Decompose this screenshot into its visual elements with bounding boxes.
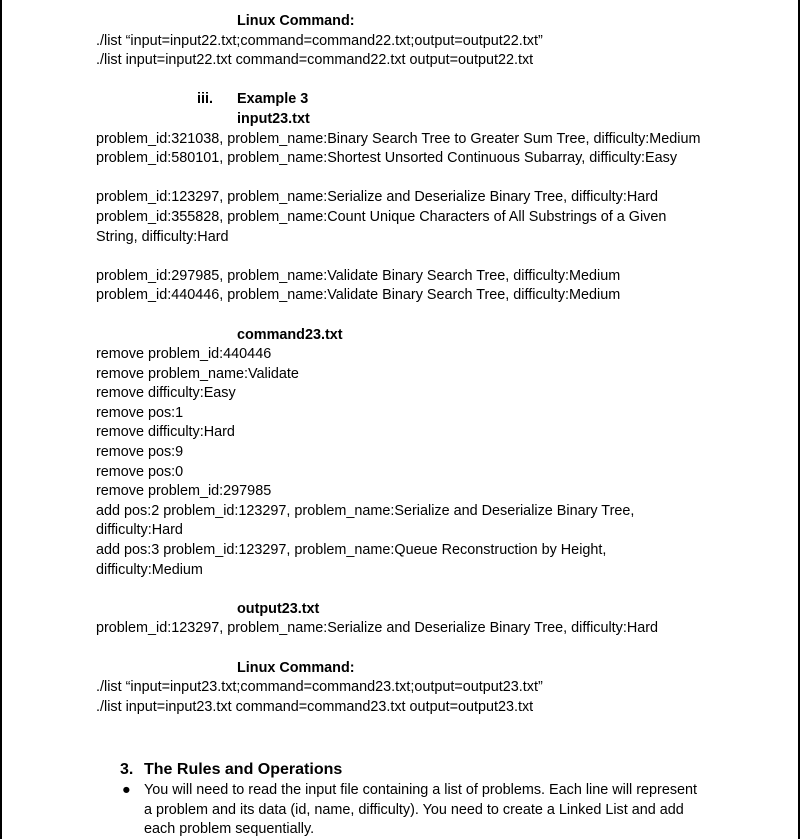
example-heading [96,90,736,110]
output-file-heading: output23.txt [237,600,320,617]
input-file-heading: input23.txt [237,110,310,127]
example-title: Example 3 [237,91,309,108]
linux-command-line: ./list input=input22.txt command=command22.txt output=output22.txt [96,52,534,69]
command-line: add pos:2 problem_id:123297, problem_name:Serialize and Deserialize Binary Tree, [96,502,635,519]
command-line: remove problem_name:Validate [96,365,299,382]
document-body [96,12,736,747]
input-line: problem_id:321038, problem_name:Binary Search Tree to Greater Sum Tree, difficulty:Medium [96,130,701,147]
command-line: add pos:3 problem_id:123297, problem_name:Queue Reconstruction by Height, [96,542,607,559]
bullet-item [120,781,776,840]
section-title: The Rules and Operations [144,761,343,778]
linux-command-line: ./list “input=input23.txt;command=command23.txt;output=output23.txt” [96,679,543,696]
section-number: 3. [120,761,134,778]
output-line: problem_id:123297, problem_name:Serialize and Deserialize Binary Tree, difficulty:Hard [96,620,659,637]
bullet-text [144,781,724,840]
input-line: problem_id:580101, problem_name:Shortest Unsorted Continuous Subarray, difficulty:Easy [96,150,678,167]
linux-command-line: ./list input=input23.txt command=command23.txt output=output23.txt [96,698,534,715]
bullet-line: each problem sequentially. [144,821,315,838]
command-line: remove pos:9 [96,444,184,461]
section-3 [96,759,776,840]
command-line: remove problem_id:440446 [96,346,272,363]
input-line: String, difficulty:Hard [96,228,229,245]
bullet-line: You will need to read the input file containing a list of problems. Each line will represent [144,782,698,798]
section-heading [120,759,776,781]
input-line: problem_id:355828, problem_name:Count Unique Characters of All Substrings of a Given [96,208,667,225]
input-line: problem_id:297985, problem_name:Validate Binary Search Tree, difficulty:Medium [96,267,621,284]
command-line: remove pos:0 [96,463,184,480]
command-line: remove problem_id:297985 [96,483,272,500]
input-line: problem_id:440446, problem_name:Validate Binary Search Tree, difficulty:Medium [96,287,621,304]
command-line: remove difficulty:Easy [96,385,236,402]
linux-command-heading: Linux Command: [237,13,355,29]
input-line: problem_id:123297, problem_name:Serialize and Deserialize Binary Tree, difficulty:Hard [96,189,659,206]
command-line: difficulty:Medium [96,561,203,578]
command-line: remove pos:1 [96,404,184,421]
bullet-icon: ● [122,782,131,798]
example-numeral: iii. [197,91,213,108]
linux-command-line: ./list “input=input22.txt;command=command22.txt;output=output22.txt” [96,32,543,49]
command-line: difficulty:Hard [96,522,183,539]
command-line: remove difficulty:Hard [96,424,235,441]
linux-command-heading: Linux Command: [237,659,355,676]
bullet-line: a problem and its data (id, name, difficulty). You need to create a Linked List and add [144,801,684,818]
command-file-heading: command23.txt [237,326,343,343]
